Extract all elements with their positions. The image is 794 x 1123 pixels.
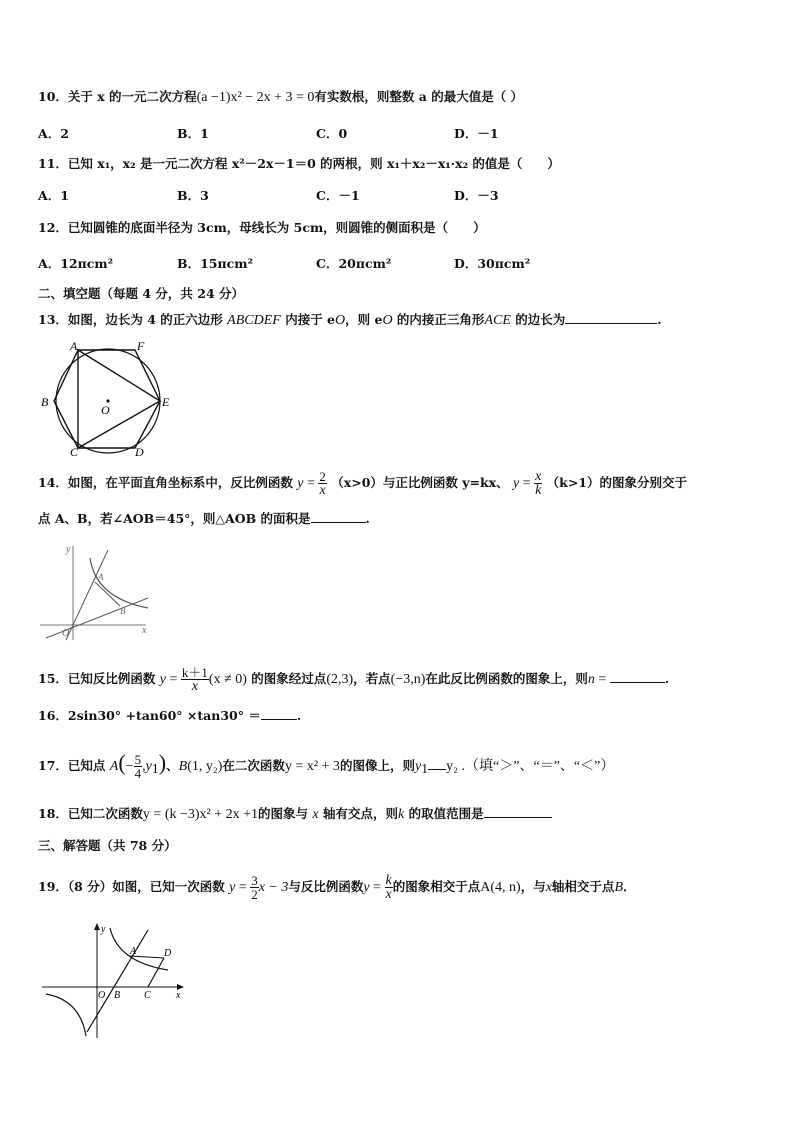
question-number: 19．	[38, 879, 68, 894]
equation: (a −1)x² − 2x + 3 = 0	[196, 90, 315, 105]
answer-blank	[565, 311, 657, 324]
var-x: x	[545, 880, 552, 895]
fraction-3-over-2	[250, 874, 259, 901]
figure-linear-and-inverse	[40, 920, 190, 1040]
var-x: x	[312, 807, 319, 822]
segment-ab	[95, 582, 120, 606]
stem-text: 已知二次函数	[67, 806, 143, 821]
question-stem-pre: 关于 x 的一元二次方程	[67, 89, 197, 104]
question-number: 10．	[38, 89, 68, 104]
fraction-5-over-4	[134, 753, 143, 780]
question-number: 11．	[38, 156, 68, 171]
stem-text: 轴相交于点	[551, 879, 615, 894]
point-1: (2,3)	[326, 672, 354, 687]
question-number: 15．	[38, 671, 68, 686]
denominator: x	[385, 887, 392, 902]
stem-text: 在二次函数	[222, 758, 285, 773]
question-12	[38, 219, 486, 237]
stem-text: 在此反比例函数的图象上，则	[425, 671, 588, 686]
option-b: B．15πcm²	[177, 256, 253, 271]
denominator: x	[191, 679, 199, 694]
question-stem: 已知 x₁，x₂ 是一元二次方程 x²－2x－1＝0 的两根，则 x₁＋x₂－x₁·x₂ 的值是（ ）	[67, 156, 560, 171]
label-a: A	[98, 572, 104, 582]
question-19	[38, 872, 636, 903]
stem-text: ，与	[520, 879, 546, 894]
question-number: 12．	[38, 220, 68, 235]
stem-text: 与反比例函数	[288, 879, 364, 894]
label-c: C	[70, 445, 79, 458]
var-y: y	[512, 476, 520, 491]
label-b: B	[114, 990, 121, 1001]
equals: =	[166, 672, 181, 687]
answer-blank	[428, 757, 446, 770]
equals: =	[303, 476, 319, 491]
stem-text: 的图象与	[258, 806, 309, 821]
triangle-label: ACE	[484, 313, 511, 328]
label-d: D	[164, 948, 172, 959]
label-e: E	[162, 395, 170, 409]
label-x: x	[142, 625, 147, 636]
triangle-ace	[78, 350, 160, 448]
stem-text: （8 分）如图，已知一次函数	[67, 879, 225, 894]
stem-text: ，则 e	[345, 312, 383, 327]
stem-text: 已知点	[67, 758, 106, 773]
equals: =	[594, 672, 610, 687]
condition: (x ≠ 0)	[208, 672, 247, 687]
function: y = (k −3)x² + 2x +1	[142, 807, 259, 822]
option-b: B．1	[177, 126, 209, 141]
option-c: C．20πcm²	[316, 256, 392, 271]
linear-rest: x − 3	[258, 880, 289, 895]
hexagon	[54, 350, 160, 448]
stem-text: 、	[166, 758, 179, 773]
var-k: k	[398, 807, 405, 822]
denominator: 4	[134, 766, 142, 781]
question-number: 16．	[38, 708, 68, 723]
question-11	[38, 155, 560, 173]
hyperbola-branch-1	[110, 928, 168, 970]
label-d: D	[135, 445, 144, 458]
stem-text: ，若点	[353, 671, 391, 686]
figure-hexagon-in-circle	[40, 338, 180, 458]
denominator: x	[319, 483, 326, 498]
hyperbola-branch-2	[46, 994, 86, 1036]
question-16: 16．2sin30° +tan60° ×tan30° ＝ .	[38, 708, 302, 723]
line-oa	[66, 550, 108, 640]
option-d: D．－1	[454, 126, 499, 141]
stem-text: 的图象经过点	[251, 671, 327, 686]
answer-blank	[311, 510, 366, 523]
question-15: 15．已知反比例函数 y = $\frac{k+1}{x}$ (x ≠ 0) 的图象经过点(2,3)，若点(−3,n)在此反比例函数的图象上，则n = .	[38, 665, 670, 694]
var-n: n	[587, 672, 595, 687]
stem-text: 内接于 e	[285, 312, 335, 327]
label-a: A	[70, 339, 78, 353]
question-stem-post: 有实数根，则整数 a 的最大值是（ ）	[314, 89, 524, 104]
stem-text: 的内接正三角形	[396, 312, 485, 327]
stem-text: 的边长为	[515, 312, 566, 327]
section-heading-fill-blank: 二、填空题（每题 4 分，共 24 分）	[38, 286, 245, 301]
stem-text: 2sin30° +tan60° ×tan30° ＝	[67, 708, 261, 723]
option-c: C．0	[316, 126, 348, 141]
fraction-x-over-k	[534, 470, 542, 497]
question-14	[38, 468, 687, 499]
var-y: y	[363, 880, 370, 895]
stem-text: （x>0）与正比例函数 y=kx、	[331, 475, 509, 490]
point-2: (−3,n)	[390, 672, 426, 687]
question-number: 18．	[38, 806, 68, 821]
point-b-coords: (1, y₂)	[187, 759, 223, 774]
point-b: B	[178, 759, 188, 774]
label-o: O	[101, 403, 110, 417]
function: y = x² + 3	[284, 759, 340, 774]
option-a: A．2	[38, 126, 69, 141]
point-a: A	[109, 759, 119, 774]
hyperbola	[90, 558, 148, 608]
label-y: y	[101, 924, 106, 935]
stem-text: 如图，在平面直角坐标系中，反比例函数	[67, 475, 293, 490]
question-17: 17．已知点 A(− $\frac{5}{4}$ $,y_1$)、B(1, y₂)在二次函数y = x² + 3的图像上，则$y_1$ y₂ .（填“＞”、“＝”、“＜”）	[38, 750, 615, 781]
question-stem: 已知圆锥的底面半径为 3cm，母线长为 5cm，则圆锥的侧面积是（ ）	[67, 220, 486, 235]
figure-inverse-proportion	[38, 540, 158, 645]
option-a: A．1	[38, 188, 69, 203]
hexagon-label: ABCDEF	[227, 313, 281, 328]
question-18	[38, 805, 552, 824]
var-y: y	[229, 880, 236, 895]
option-d: D．－3	[454, 188, 499, 203]
fraction-k-plus-1-over-x	[181, 666, 209, 693]
option-d: D．30πcm²	[454, 256, 531, 271]
point-b: B	[614, 880, 623, 895]
numerator: x	[535, 469, 542, 484]
var-y1: y	[414, 759, 422, 774]
question-number: 17．	[38, 758, 68, 773]
label-o: O	[98, 990, 106, 1001]
stem-text: 的取值范围是	[408, 806, 484, 821]
label-a: A	[130, 946, 137, 957]
label-b: B	[120, 606, 126, 616]
stem-text: 已知反比例函数	[67, 671, 156, 686]
question-10	[38, 88, 523, 107]
stem-text: 点 A、B，若∠AOB＝45°，则△AOB 的面积是	[38, 511, 311, 526]
circle-label: O	[335, 313, 346, 328]
equals: =	[519, 476, 535, 491]
var-y: y	[159, 672, 166, 687]
answer-blank	[484, 805, 552, 818]
stem-text: 的图像上，则	[339, 758, 415, 773]
stem-text: 的图象相交于点	[392, 879, 481, 894]
equals: =	[369, 880, 385, 895]
section-heading-solve: 三、解答题（共 78 分）	[38, 838, 177, 853]
label-f: F	[137, 339, 145, 353]
option-a: A．12πcm²	[38, 256, 114, 271]
answer-blank	[610, 670, 665, 683]
label-x: x	[176, 990, 181, 1001]
label-o: O	[62, 628, 70, 639]
question-number: 13．	[38, 312, 68, 327]
option-b: B．3	[177, 188, 209, 203]
stem-text: 如图，边长为 4 的正六边形	[67, 312, 223, 327]
point-a: A(4, n)	[480, 880, 521, 895]
stem-tail: y₂ .（填“＞”、“＝”、“＜”）	[446, 759, 615, 774]
numerator: k	[385, 873, 392, 888]
answer-blank	[261, 707, 297, 720]
question-number: 14．	[38, 475, 68, 490]
denominator: k	[535, 483, 542, 498]
fraction-2-over-x	[318, 470, 327, 497]
numerator: 5	[134, 752, 142, 767]
segment-cd	[148, 958, 164, 987]
label-c: C	[144, 990, 151, 1001]
numerator: 3	[251, 873, 258, 888]
var-y: y	[297, 476, 304, 491]
stem-text: （k>1）的图象分别交于	[546, 475, 687, 490]
var-y1: y	[145, 759, 152, 774]
stem-text: 轴有交点，则	[322, 806, 398, 821]
option-c: C．－1	[316, 188, 360, 203]
stem-text: ．	[623, 879, 636, 894]
equals: =	[235, 880, 251, 895]
circle-label: O	[382, 313, 393, 328]
denominator: 2	[251, 887, 258, 902]
label-b: B	[41, 395, 49, 409]
numerator: 2	[319, 469, 326, 484]
numerator: k＋1	[181, 665, 208, 680]
fraction-k-over-x	[385, 874, 393, 901]
question-13: 13．如图，边长为 4 的正六边形 ABCDEF 内接于 eO，则 eO 的内接正三角形ACE 的边长为 .	[38, 312, 662, 328]
y-arrow	[94, 923, 100, 930]
question-14-line-2: 点 A、B，若∠AOB＝45°，则△AOB 的面积是 .	[38, 511, 370, 526]
label-y: y	[66, 544, 71, 555]
